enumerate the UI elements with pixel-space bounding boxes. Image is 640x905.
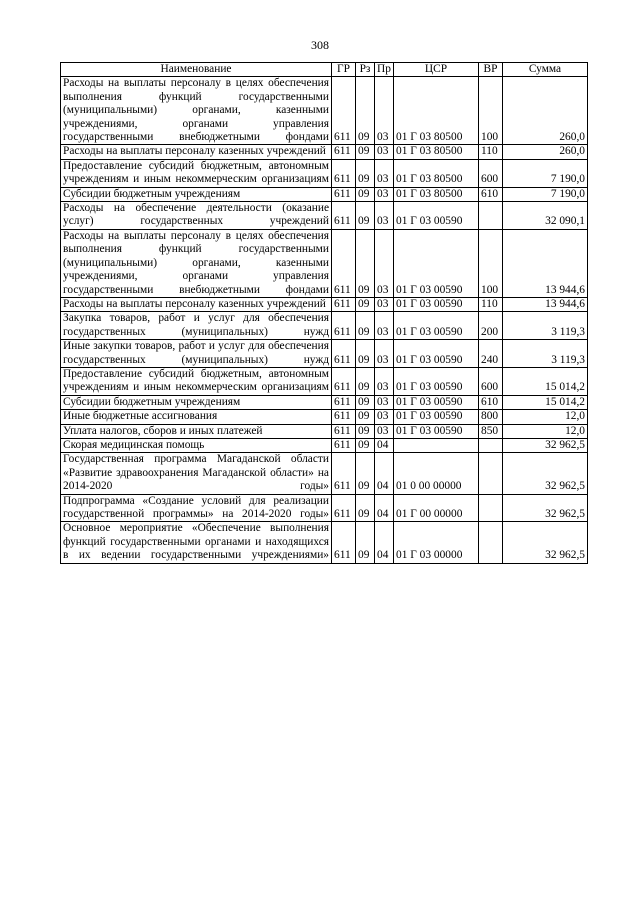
- cell-pr: 03: [375, 424, 394, 438]
- cell-rz: 09: [356, 340, 375, 368]
- cell-rz: 09: [356, 453, 375, 494]
- cell-rz: 09: [356, 159, 375, 187]
- cell-vr: 600: [479, 159, 503, 187]
- cell-sum: 7 190,0: [503, 187, 588, 201]
- cell-rz: 09: [356, 312, 375, 340]
- table-row: [61, 159, 588, 187]
- cell-sum: 32 962,5: [503, 494, 588, 522]
- cell-rz: 09: [356, 494, 375, 522]
- cell-sum: 32 962,5: [503, 522, 588, 563]
- cell-gr: 611: [332, 297, 356, 311]
- cell-pr: 03: [375, 77, 394, 145]
- cell-csr: 01 Г 03 00590: [394, 312, 479, 340]
- cell-sum: 15 014,2: [503, 395, 588, 409]
- cell-gr: 611: [332, 145, 356, 159]
- header-pr: Пр: [375, 63, 394, 77]
- cell-pr: 03: [375, 367, 394, 395]
- cell-pr: 04: [375, 494, 394, 522]
- table-row: [61, 367, 588, 395]
- table-row: [61, 410, 588, 424]
- cell-rz: 09: [356, 297, 375, 311]
- cell-gr: 611: [332, 395, 356, 409]
- cell-csr: [394, 438, 479, 452]
- cell-vr: [479, 494, 503, 522]
- cell-pr: 03: [375, 312, 394, 340]
- cell-name: Расходы на выплаты персоналу в целях обеспечения выполнения функций государственными (муниципальными) органами, казенными учреждениями, органами управления государственными внебюджетными фондами: [61, 77, 332, 145]
- cell-sum: 15 014,2: [503, 367, 588, 395]
- cell-rz: 09: [356, 77, 375, 145]
- cell-gr: 611: [332, 494, 356, 522]
- cell-sum: 3 119,3: [503, 340, 588, 368]
- cell-sum: 32 090,1: [503, 202, 588, 230]
- cell-csr: 01 0 00 00000: [394, 453, 479, 494]
- cell-vr: 610: [479, 395, 503, 409]
- cell-sum: 260,0: [503, 145, 588, 159]
- cell-vr: 850: [479, 424, 503, 438]
- cell-name: Субсидии бюджетным учреждениям: [61, 187, 332, 201]
- cell-pr: 04: [375, 438, 394, 452]
- cell-vr: 100: [479, 77, 503, 145]
- cell-pr: 04: [375, 453, 394, 494]
- table-row: [61, 438, 588, 452]
- cell-pr: 03: [375, 229, 394, 297]
- cell-csr: 01 Г 00 00000: [394, 494, 479, 522]
- header-vr: ВР: [479, 63, 503, 77]
- cell-rz: 09: [356, 367, 375, 395]
- cell-rz: 09: [356, 229, 375, 297]
- cell-gr: 611: [332, 438, 356, 452]
- table-row: [61, 187, 588, 201]
- cell-sum: 12,0: [503, 424, 588, 438]
- cell-name: Расходы на выплаты персоналу казенных учреждений: [61, 145, 332, 159]
- cell-name: Предоставление субсидий бюджетным, автономным учреждениям и иным некоммерческим организациям: [61, 367, 332, 395]
- cell-pr: 03: [375, 410, 394, 424]
- cell-name: Государственная программа Магаданской области «Развитие здравоохранения Магаданской области» на 2014-2020 годы»: [61, 453, 332, 494]
- table-row: [61, 202, 588, 230]
- cell-pr: 03: [375, 159, 394, 187]
- cell-csr: 01 Г 03 80500: [394, 159, 479, 187]
- cell-sum: 13 944,6: [503, 229, 588, 297]
- cell-gr: 611: [332, 367, 356, 395]
- cell-csr: 01 Г 03 80500: [394, 187, 479, 201]
- cell-pr: 03: [375, 297, 394, 311]
- header-csr: ЦСР: [394, 63, 479, 77]
- table-row: [61, 395, 588, 409]
- cell-vr: 800: [479, 410, 503, 424]
- cell-sum: 3 119,3: [503, 312, 588, 340]
- table-row: [61, 145, 588, 159]
- cell-gr: 611: [332, 453, 356, 494]
- cell-rz: 09: [356, 410, 375, 424]
- cell-name: Расходы на обеспечение деятельности (оказание услуг) государственных учреждений: [61, 202, 332, 230]
- table-row: [61, 340, 588, 368]
- header-sum: Сумма: [503, 63, 588, 77]
- cell-rz: 09: [356, 202, 375, 230]
- table-header-row: [61, 63, 588, 77]
- table-row: [61, 312, 588, 340]
- cell-name: Закупка товаров, работ и услуг для обеспечения государственных (муниципальных) нужд: [61, 312, 332, 340]
- cell-rz: 09: [356, 438, 375, 452]
- cell-vr: 200: [479, 312, 503, 340]
- table-row: [61, 424, 588, 438]
- cell-pr: 03: [375, 187, 394, 201]
- cell-vr: [479, 438, 503, 452]
- cell-sum: 260,0: [503, 77, 588, 145]
- cell-rz: 09: [356, 145, 375, 159]
- cell-gr: 611: [332, 229, 356, 297]
- cell-pr: 03: [375, 340, 394, 368]
- cell-rz: 09: [356, 522, 375, 563]
- cell-csr: 01 Г 03 80500: [394, 145, 479, 159]
- page-number: 308: [311, 38, 329, 52]
- cell-vr: 240: [479, 340, 503, 368]
- cell-gr: 611: [332, 77, 356, 145]
- header-rz: Рз: [356, 63, 375, 77]
- cell-gr: 611: [332, 522, 356, 563]
- cell-csr: 01 Г 03 00590: [394, 410, 479, 424]
- cell-name: Расходы на выплаты персоналу в целях обеспечения выполнения функций государственными (муниципальными) органами, казенными учреждениями, органами управления государственными внебюджетными фондами: [61, 229, 332, 297]
- cell-sum: 32 962,5: [503, 453, 588, 494]
- header-name: Наименование: [61, 63, 332, 77]
- cell-gr: 611: [332, 410, 356, 424]
- cell-name: Иные закупки товаров, работ и услуг для обеспечения государственных (муниципальных) нужд: [61, 340, 332, 368]
- cell-vr: 610: [479, 187, 503, 201]
- cell-pr: 03: [375, 202, 394, 230]
- table-row: [61, 297, 588, 311]
- cell-sum: 13 944,6: [503, 297, 588, 311]
- cell-gr: 611: [332, 340, 356, 368]
- cell-rz: 09: [356, 395, 375, 409]
- cell-vr: [479, 202, 503, 230]
- cell-csr: 01 Г 03 00590: [394, 229, 479, 297]
- cell-name: Субсидии бюджетным учреждениям: [61, 395, 332, 409]
- table-row: [61, 229, 588, 297]
- cell-rz: 09: [356, 187, 375, 201]
- table-row: [61, 494, 588, 522]
- cell-name: Скорая медицинская помощь: [61, 438, 332, 452]
- cell-gr: 611: [332, 202, 356, 230]
- cell-gr: 611: [332, 159, 356, 187]
- cell-vr: [479, 522, 503, 563]
- cell-rz: 09: [356, 424, 375, 438]
- cell-gr: 611: [332, 424, 356, 438]
- cell-csr: 01 Г 03 80500: [394, 77, 479, 145]
- budget-table: [60, 62, 588, 564]
- cell-name: Основное мероприятие «Обеспечение выполнения функций государственными органами и находящихся в их ведении государственными учреждениями»: [61, 522, 332, 563]
- cell-csr: 01 Г 03 00590: [394, 202, 479, 230]
- cell-name: Расходы на выплаты персоналу казенных учреждений: [61, 297, 332, 311]
- cell-gr: 611: [332, 312, 356, 340]
- table-row: [61, 77, 588, 145]
- cell-vr: [479, 453, 503, 494]
- cell-name: Подпрограмма «Создание условий для реализации государственной программы» на 2014-2020 годы»: [61, 494, 332, 522]
- table-row: [61, 453, 588, 494]
- cell-pr: 03: [375, 395, 394, 409]
- table-row: [61, 522, 588, 563]
- cell-csr: 01 Г 03 00590: [394, 340, 479, 368]
- cell-gr: 611: [332, 187, 356, 201]
- cell-vr: 110: [479, 145, 503, 159]
- cell-name: Уплата налогов, сборов и иных платежей: [61, 424, 332, 438]
- cell-csr: 01 Г 03 00000: [394, 522, 479, 563]
- cell-vr: 600: [479, 367, 503, 395]
- cell-csr: 01 Г 03 00590: [394, 297, 479, 311]
- cell-sum: 32 962,5: [503, 438, 588, 452]
- cell-pr: 04: [375, 522, 394, 563]
- cell-name: Предоставление субсидий бюджетным, автономным учреждениям и иным некоммерческим организациям: [61, 159, 332, 187]
- cell-sum: 7 190,0: [503, 159, 588, 187]
- cell-pr: 03: [375, 145, 394, 159]
- cell-name: Иные бюджетные ассигнования: [61, 410, 332, 424]
- cell-csr: 01 Г 03 00590: [394, 395, 479, 409]
- cell-sum: 12,0: [503, 410, 588, 424]
- cell-csr: 01 Г 03 00590: [394, 367, 479, 395]
- cell-vr: 110: [479, 297, 503, 311]
- cell-csr: 01 Г 03 00590: [394, 424, 479, 438]
- cell-vr: 100: [479, 229, 503, 297]
- header-gr: ГР: [332, 63, 356, 77]
